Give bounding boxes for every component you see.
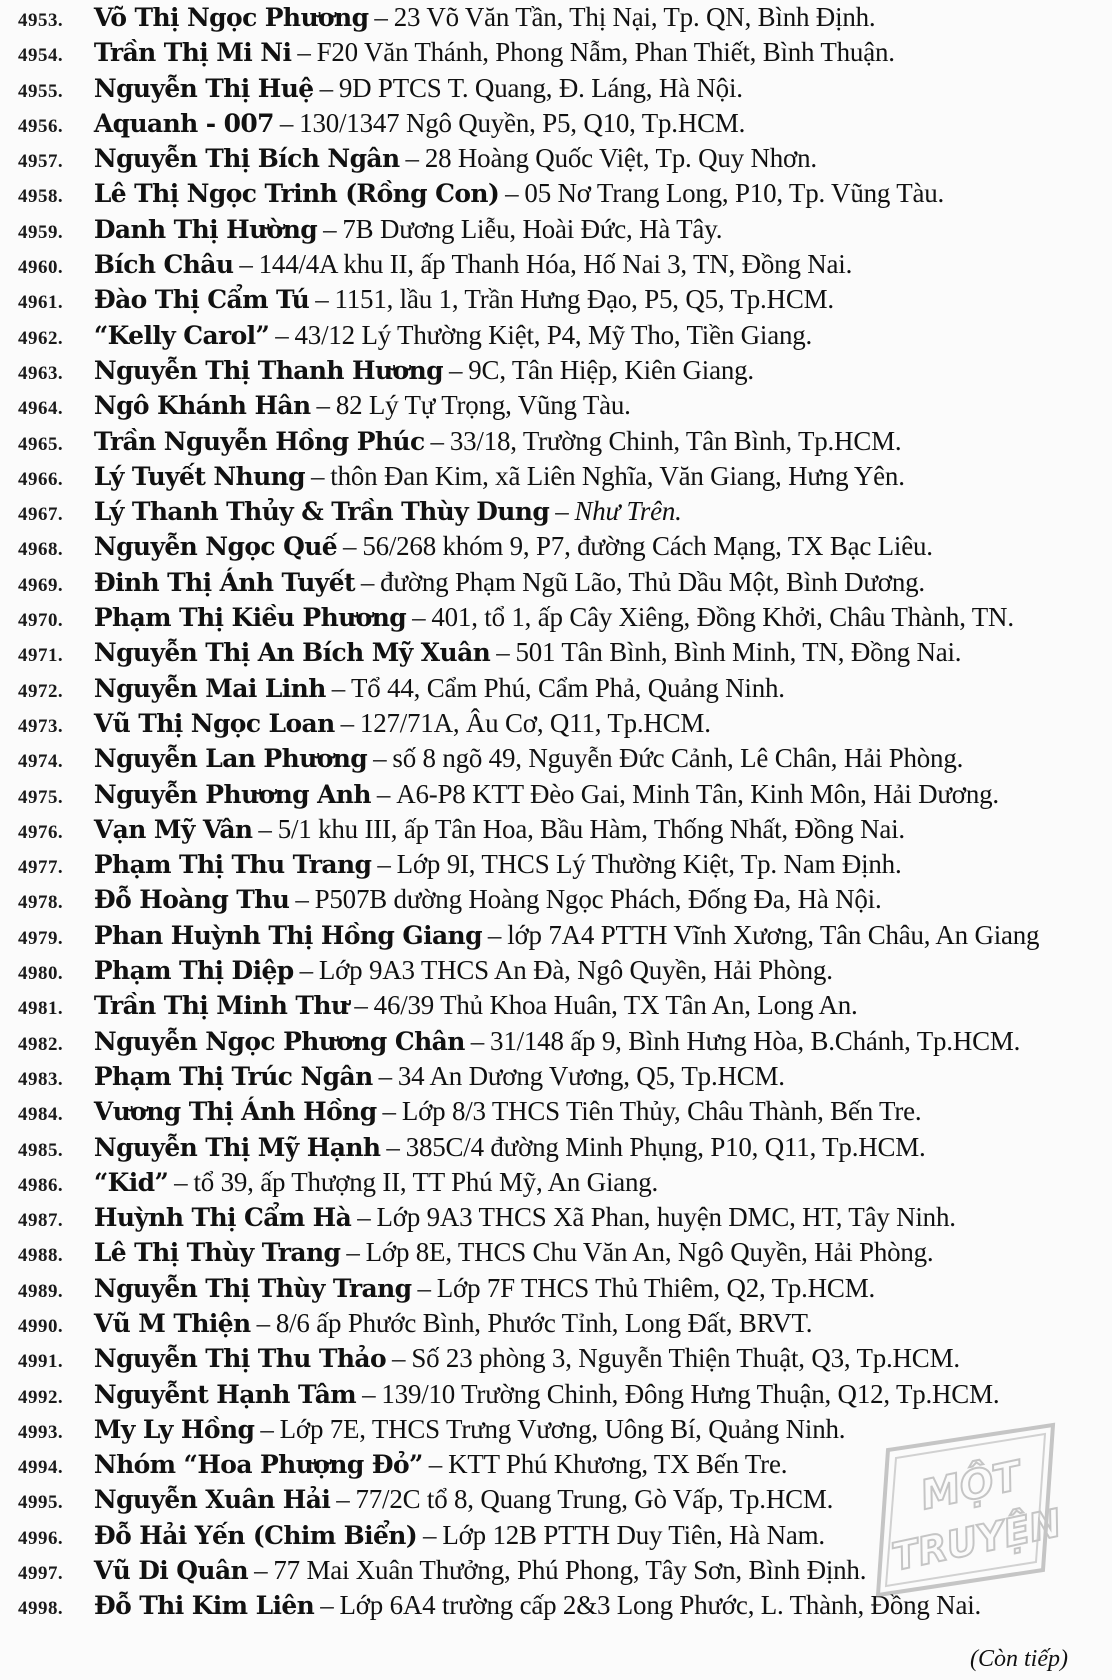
entry-separator: – xyxy=(378,1060,392,1091)
continued-note: (Còn tiếp) xyxy=(970,1646,1068,1672)
list-item xyxy=(18,71,1106,106)
entry-address: 5/1 khu III, ấp Tân Hoa, Bầu Hàm, Thống Nhất, Đồng Nai. xyxy=(277,813,905,844)
entry-address: 28 Hoàng Quốc Việt, Tp. Quy Nhơn. xyxy=(424,143,817,174)
list-item xyxy=(18,953,1106,988)
entry-separator: – xyxy=(316,390,330,421)
entry-name: Lê Thị Thùy Trang xyxy=(93,1238,341,1268)
entry-separator: – xyxy=(340,707,354,738)
entry-address: 8/6 ấp Phước Bình, Phước Tỉnh, Long Đất, BRVT. xyxy=(275,1307,813,1338)
list-item xyxy=(18,777,1106,812)
list-item xyxy=(18,318,1106,353)
entry-address: 401, tổ 1, ấp Cây Xiêng, Đồng Khởi, Châu Thành, TN. xyxy=(431,602,1014,633)
entry-number: 4960. xyxy=(18,257,64,279)
entry-separator: – xyxy=(360,566,375,597)
entry-name: Nguyễnt Hạnh Tâm xyxy=(93,1379,357,1409)
entry-separator: – xyxy=(505,178,519,209)
entry-name: Nguyễn Thị Mỹ Hạnh xyxy=(93,1132,381,1162)
entry-address: Lớp 12B PTTH Duy Tiên, Hà Nam. xyxy=(442,1519,825,1550)
entry-number: 4955. xyxy=(18,80,64,102)
entry-number: 4989. xyxy=(18,1280,64,1302)
list-item xyxy=(18,353,1106,388)
entry-address: Lớp 6A4 trường cấp 2&3 Long Phước, L. Thành, Đồng Nai. xyxy=(339,1590,982,1621)
entry-name: Nguyễn Thị Huệ xyxy=(93,73,314,103)
entry-separator: – xyxy=(346,1237,360,1268)
entry-separator: – xyxy=(299,955,313,986)
entry-name: Bích Châu xyxy=(93,250,234,280)
entry-address: 82 Lý Tự Trọng, Vũng Tàu. xyxy=(335,390,631,421)
entry-name: Nguyễn Thị Thùy Trang xyxy=(93,1273,412,1303)
entry-separator: – xyxy=(258,813,272,844)
entry-address: 34 An Dương Vương, Q5, Tp.HCM. xyxy=(397,1060,785,1091)
list-item xyxy=(18,0,1106,35)
entry-separator: – xyxy=(343,531,357,562)
list-item xyxy=(18,741,1106,776)
entry-separator: – xyxy=(382,1096,396,1127)
list-item xyxy=(18,1024,1106,1059)
list-item xyxy=(18,1306,1106,1341)
entry-address: 7B Dương Liễu, Hoài Đức, Hà Tây. xyxy=(342,213,723,244)
list-item xyxy=(18,106,1106,141)
entry-name: Nguyễn Phương Anh xyxy=(93,779,371,809)
entry-name: Nguyễn Thị An Bích Mỹ Xuân xyxy=(93,638,491,668)
entry-address: 31/148 ấp 9, Bình Hưng Hòa, B.Chánh, Tp.HCM. xyxy=(490,1025,1021,1056)
entry-name: Nhóm “Hoa Phượng Đỏ” xyxy=(93,1450,423,1480)
list-item xyxy=(18,141,1106,176)
entry-separator: – xyxy=(239,249,253,280)
entry-address: đường Phạm Ngũ Lão, Thủ Dầu Một, Bình Dương. xyxy=(380,566,925,597)
list-item xyxy=(18,600,1106,635)
entry-address: Lớp 7F THCS Thủ Thiêm, Q2, Tp.HCM. xyxy=(436,1272,876,1303)
entry-address: 9D PTCS T. Quang, Đ. Láng, Hà Nội. xyxy=(338,72,743,103)
entry-address: 23 Võ Văn Tần, Thị Nại, Tp. QN, Bình Định. xyxy=(393,2,876,32)
list-item xyxy=(18,635,1106,670)
entry-number: 4995. xyxy=(18,1492,64,1514)
entry-address: P507B dường Hoàng Ngọc Phách, Đống Đa, Hà Nội. xyxy=(314,884,882,915)
entry-separator: – xyxy=(357,1202,371,1233)
entry-number: 4980. xyxy=(18,963,64,985)
entry-separator: – xyxy=(376,778,391,809)
list-item xyxy=(18,565,1106,600)
list-item xyxy=(18,812,1106,847)
entry-separator: – xyxy=(496,637,510,668)
entry-name: Nguyễn Thị Bích Ngân xyxy=(93,144,400,174)
entry-name: Vạn Mỹ Vân xyxy=(93,814,253,844)
entry-name: Vũ Di Quân xyxy=(93,1556,249,1586)
entry-separator: – xyxy=(320,1590,334,1621)
list-item xyxy=(18,1341,1106,1376)
entry-number: 4966. xyxy=(18,468,64,490)
entry-number: 4968. xyxy=(18,539,64,561)
entry-separator: – xyxy=(470,1025,485,1056)
entry-number: 4993. xyxy=(18,1421,64,1443)
entry-address: 139/10 Trường Chinh, Đông Hưng Thuận, Q12, Tp.HCM. xyxy=(381,1378,1000,1409)
entry-address: 501 Tân Bình, Bình Minh, TN, Đồng Nai. xyxy=(515,637,962,668)
entry-name: Võ Thị Ngọc Phương xyxy=(93,3,369,32)
list-item xyxy=(18,529,1106,564)
list-item xyxy=(18,212,1106,247)
entry-address: 46/39 Thủ Khoa Huân, TX Tân An, Long An. xyxy=(373,990,858,1021)
list-item xyxy=(18,424,1106,459)
entry-number: 4992. xyxy=(18,1386,64,1408)
entry-address: thôn Đan Kim, xã Liên Nghĩa, Văn Giang, Hưng Yên. xyxy=(330,460,905,491)
list-item xyxy=(18,176,1106,211)
entry-number: 4988. xyxy=(18,1245,64,1267)
entry-name: Đỗ Thi Kim Liên xyxy=(93,1591,315,1621)
entry-number: 4983. xyxy=(18,1068,64,1090)
entry-number: 4977. xyxy=(18,857,64,879)
entry-address: số 8 ngõ 49, Nguyễn Đức Cảnh, Lê Chân, Hải Phòng. xyxy=(392,743,964,774)
entry-address: 385C/4 đường Minh Phụng, P10, Q11, Tp.HCM. xyxy=(405,1131,926,1162)
entry-name: Nguyễn Lan Phương xyxy=(93,744,368,774)
entry-name: Trần Thị Mi Ni xyxy=(93,38,292,68)
entry-number: 4998. xyxy=(18,1598,64,1620)
entry-separator: – xyxy=(448,354,463,385)
watermark-logo xyxy=(868,1420,1068,1600)
entry-name: Danh Thị Hường xyxy=(93,214,318,244)
entry-separator: – xyxy=(417,1272,431,1303)
list-item xyxy=(18,1271,1106,1306)
list-item xyxy=(18,671,1106,706)
entry-name: Đinh Thị Ánh Tuyết xyxy=(93,567,355,597)
entry-separator: – xyxy=(373,743,387,774)
entry-number: 4959. xyxy=(18,221,64,243)
entry-address: 05 Nơ Trang Long, P10, Tp. Vũng Tàu. xyxy=(524,178,945,209)
entry-name: Trần Thị Minh Thư xyxy=(93,991,349,1021)
entry-separator: – xyxy=(423,1519,437,1550)
list-item xyxy=(18,1235,1106,1270)
entry-number: 4963. xyxy=(18,362,64,384)
entry-name: Huỳnh Thị Cẩm Hà xyxy=(93,1203,352,1233)
list-item xyxy=(18,706,1106,741)
entry-name: Lý Tuyết Nhung xyxy=(93,461,306,491)
entry-separator: – xyxy=(377,849,391,880)
entry-separator: – xyxy=(256,1307,270,1338)
entry-name: Nguyễn Ngọc Quế xyxy=(93,532,338,562)
list-item xyxy=(18,1059,1106,1094)
entry-separator: – xyxy=(174,1166,188,1197)
watermark-text-top: MỘT xyxy=(916,1453,1025,1520)
entry-address: tổ 39, ấp Thượng II, TT Phú Mỹ, An Giang. xyxy=(193,1166,659,1197)
watermark-text-bottom: TRUYỆN xyxy=(888,1500,1066,1580)
list-item xyxy=(18,459,1106,494)
entry-separator: – xyxy=(392,1343,406,1374)
entry-number: 4990. xyxy=(18,1315,64,1337)
list-item xyxy=(18,1165,1106,1200)
entry-name: Phan Huỳnh Thị Hồng Giang xyxy=(93,920,482,950)
entry-name: Nguyễn Mai Linh xyxy=(93,673,326,703)
entry-separator: – xyxy=(405,143,419,174)
entry-name: Vũ Thị Ngọc Loan xyxy=(93,708,335,738)
entry-separator: – xyxy=(254,1555,268,1586)
entry-name: Nguyễn Xuân Hải xyxy=(93,1485,331,1515)
entry-number: 4978. xyxy=(18,892,64,914)
list-item xyxy=(18,882,1106,917)
entry-address: Như Trên. xyxy=(574,496,682,527)
entry-number: 4986. xyxy=(18,1174,64,1196)
entry-address: 144/4A khu II, ấp Thanh Hóa, Hố Nai 3, TN, Đồng Nai. xyxy=(258,249,853,280)
entry-name: Phạm Thị Trúc Ngân xyxy=(93,1061,373,1091)
entry-number: 4962. xyxy=(18,327,64,349)
entry-number: 4973. xyxy=(18,715,64,737)
entry-number: 4996. xyxy=(18,1527,64,1549)
entry-name: Ngô Khánh Hân xyxy=(93,391,311,421)
entry-separator: – xyxy=(412,602,426,633)
entry-name: Lê Thị Ngọc Trinh (Rồng Con) xyxy=(93,179,500,209)
entry-name: Vương Thị Ánh Hồng xyxy=(93,1097,377,1127)
entry-separator: – xyxy=(555,496,569,527)
entry-number: 4984. xyxy=(18,1104,64,1126)
entry-address: 77 Mai Xuân Thưởng, Phú Phong, Tây Sơn, Bình Định. xyxy=(273,1555,867,1586)
entry-number: 4969. xyxy=(18,574,64,596)
entry-name: Phạm Thị Diệp xyxy=(93,956,294,986)
list-item xyxy=(18,494,1106,529)
list-item xyxy=(18,1200,1106,1235)
entry-number: 4971. xyxy=(18,645,64,667)
entry-separator: – xyxy=(428,1449,443,1480)
entry-name: Nguyễn Thị Thu Thảo xyxy=(93,1344,387,1374)
entry-number: 4956. xyxy=(18,115,64,137)
entry-separator: – xyxy=(315,284,329,315)
list-item xyxy=(18,918,1106,953)
entry-number: 4981. xyxy=(18,998,64,1020)
entry-address: F20 Văn Thánh, Phong Nẫm, Phan Thiết, Bình Thuận. xyxy=(316,37,895,68)
entry-separator: – xyxy=(336,1484,350,1515)
entry-address: 1151, lầu 1, Trần Hưng Đạo, P5, Q5, Tp.HCM. xyxy=(334,284,834,315)
entry-number: 4994. xyxy=(18,1457,64,1479)
entry-address: 127/71A, Âu Cơ, Q11, Tp.HCM. xyxy=(359,707,711,738)
entry-number: 4954. xyxy=(18,45,64,67)
entry-address: A6-P8 KTT Đèo Gai, Minh Tân, Kinh Môn, Hải Dương. xyxy=(396,778,999,809)
entry-separator: – xyxy=(275,319,289,350)
entry-address: 130/1347 Ngô Quyền, P5, Q10, Tp.HCM. xyxy=(299,107,746,138)
entry-address: Lớp 8/3 THCS Tiên Thủy, Châu Thành, Bến Tre. xyxy=(401,1096,922,1127)
entry-name: Đào Thị Cẩm Tú xyxy=(93,285,310,315)
entry-number: 4997. xyxy=(18,1563,64,1585)
entry-name: Aquanh - 007 xyxy=(93,108,274,138)
entry-name: Nguyễn Thị Thanh Hương xyxy=(93,355,443,385)
entry-address: 77/2C tổ 8, Quang Trung, Gò Vấp, Tp.HCM. xyxy=(355,1484,834,1515)
list-item xyxy=(18,247,1106,282)
entry-name: “Kelly Carol” xyxy=(93,320,270,350)
entry-separator: – xyxy=(386,1131,400,1162)
entry-separator: – xyxy=(323,213,337,244)
entry-address: Lớp 8E, THCS Chu Văn An, Ngô Quyền, Hải Phòng. xyxy=(365,1237,934,1268)
list-item xyxy=(18,388,1106,423)
entry-separator: – xyxy=(374,2,388,32)
entry-number: 4974. xyxy=(18,751,64,773)
entry-address: 33/18, Trường Chinh, Tân Bình, Tp.HCM. xyxy=(449,425,902,456)
entry-number: 4970. xyxy=(18,610,64,632)
entry-name: Phạm Thị Kiều Phương xyxy=(93,603,407,633)
entry-separator: – xyxy=(362,1378,376,1409)
entry-number: 4958. xyxy=(18,186,64,208)
entry-separator: – xyxy=(319,72,333,103)
entry-name: Vũ M Thiện xyxy=(93,1308,251,1338)
entry-number: 4964. xyxy=(18,398,64,420)
entry-name: Phạm Thị Thu Trang xyxy=(93,850,372,880)
entry-name: “Kid” xyxy=(93,1167,169,1197)
entry-number: 4957. xyxy=(18,151,64,173)
entry-number: 4961. xyxy=(18,292,64,314)
entry-number: 4976. xyxy=(18,821,64,843)
list-item xyxy=(18,35,1106,70)
entry-address: Lớp 7E, THCS Trưng Vương, Uông Bí, Quảng Ninh. xyxy=(279,1413,846,1444)
entry-name: My Ly Hồng xyxy=(93,1414,255,1444)
entry-separator: – xyxy=(279,107,294,138)
entry-address: 9C, Tân Hiệp, Kiên Giang. xyxy=(468,354,754,385)
entry-address: Lớp 9A3 THCS An Đà, Ngô Quyền, Hải Phòng. xyxy=(318,955,833,986)
address-list xyxy=(18,0,1108,1624)
entry-number: 4979. xyxy=(18,927,64,949)
entry-name: Đỗ Hoàng Thu xyxy=(93,885,290,915)
entry-separator: – xyxy=(260,1413,274,1444)
entry-name: Trần Nguyễn Hồng Phúc xyxy=(93,426,425,456)
entry-number: 4982. xyxy=(18,1033,64,1055)
entry-number: 4967. xyxy=(18,504,64,526)
entry-address: lớp 7A4 PTTH Vĩnh Xương, Tân Châu, An Giang xyxy=(507,919,1040,950)
entry-number: 4985. xyxy=(18,1139,64,1161)
entry-number: 4972. xyxy=(18,680,64,702)
entry-name: Đỗ Hải Yến (Chim Biển) xyxy=(93,1520,418,1550)
entry-address: Lớp 9I, THCS Lý Thường Kiệt, Tp. Nam Định. xyxy=(396,849,902,880)
entry-address: 43/12 Lý Thường Kiệt, P4, Mỹ Tho, Tiền Giang. xyxy=(294,319,813,350)
entry-separator: – xyxy=(331,672,346,703)
entry-name: Lý Thanh Thủy & Trần Thùy Dung xyxy=(93,497,550,527)
entry-number: 4965. xyxy=(18,433,64,455)
entry-separator: – xyxy=(430,425,444,456)
entry-number: 4975. xyxy=(18,786,64,808)
entry-address: Tổ 44, Cẩm Phú, Cẩm Phả, Quảng Ninh. xyxy=(351,672,785,703)
list-item xyxy=(18,1094,1106,1129)
entry-address: Số 23 phòng 3, Nguyễn Thiện Thuật, Q3, Tp.HCM. xyxy=(411,1343,960,1374)
entry-name: Nguyễn Ngọc Phương Chân xyxy=(93,1026,465,1056)
entry-number: 4987. xyxy=(18,1210,64,1232)
entry-address: 56/268 khóm 9, P7, đường Cách Mạng, TX Bạc Liêu. xyxy=(362,531,933,562)
list-item xyxy=(18,847,1106,882)
entry-number: 4991. xyxy=(18,1351,64,1373)
list-item xyxy=(18,282,1106,317)
entry-separator: – xyxy=(295,884,309,915)
list-item xyxy=(18,988,1106,1023)
entry-address: Lớp 9A3 THCS Xã Phan, huyện DMC, HT, Tây Ninh. xyxy=(376,1202,956,1233)
entry-address: KTT Phú Khương, TX Bến Tre. xyxy=(448,1449,788,1480)
entry-separator: – xyxy=(297,37,311,68)
entry-separator: – xyxy=(354,990,368,1021)
entry-separator: – xyxy=(487,919,502,950)
entry-separator: – xyxy=(311,460,325,491)
list-item xyxy=(18,1377,1106,1412)
list-item xyxy=(18,1130,1106,1165)
entry-number: 4953. xyxy=(18,10,64,31)
